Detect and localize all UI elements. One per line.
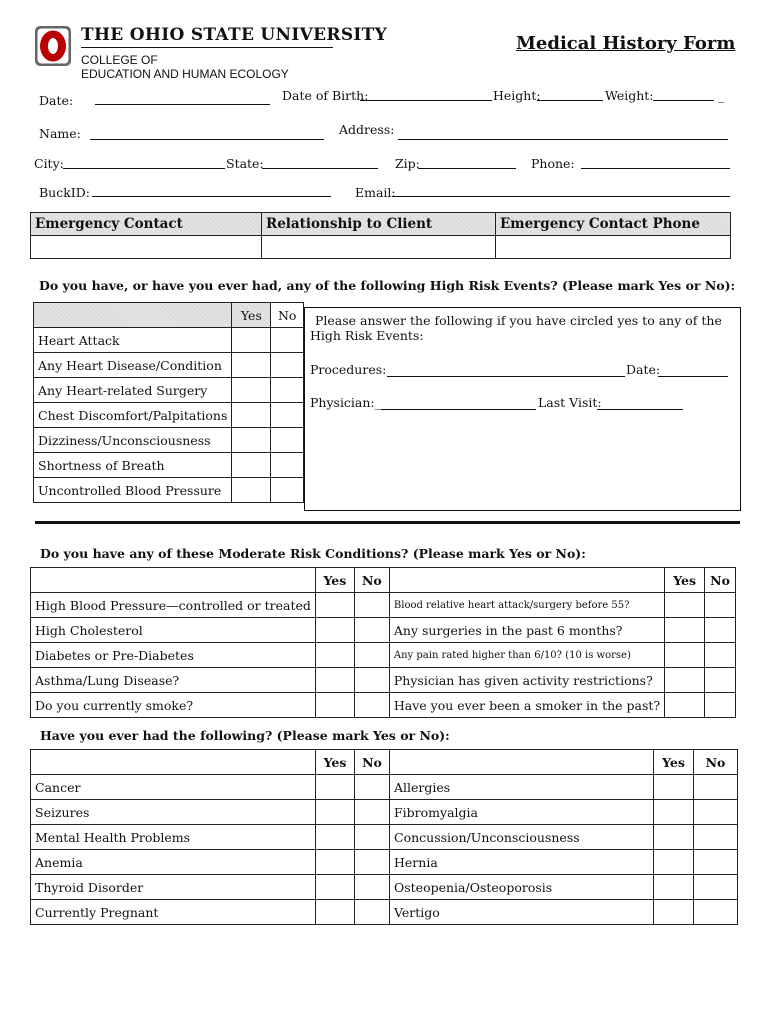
moderate-row — [31, 643, 736, 668]
high-risk-no-header: No — [271, 303, 304, 328]
no-checkbox[interactable] — [705, 643, 736, 668]
yes-checkbox[interactable] — [232, 428, 271, 453]
yes-checkbox[interactable] — [665, 643, 705, 668]
high-risk-item: Shortness of Breath — [34, 453, 232, 478]
yes-checkbox[interactable] — [232, 403, 271, 428]
yes-checkbox[interactable] — [654, 800, 694, 825]
relationship-header: Relationship to Client — [262, 213, 496, 236]
high-risk-item: Any Heart-related Surgery — [34, 378, 232, 403]
high-risk-row — [34, 378, 304, 403]
yes-checkbox[interactable] — [665, 668, 705, 693]
yes-checkbox[interactable] — [316, 900, 355, 925]
no-checkbox[interactable] — [355, 825, 390, 850]
no-checkbox[interactable] — [354, 643, 389, 668]
moderate-yes-header: Yes — [315, 568, 354, 593]
form-title: Medical History Form — [516, 33, 736, 54]
history-header-row — [31, 750, 738, 775]
yes-checkbox[interactable] — [232, 353, 271, 378]
history-item: Concussion/Unconsciousness — [390, 825, 654, 850]
no-checkbox[interactable] — [355, 875, 390, 900]
no-checkbox[interactable] — [271, 328, 304, 353]
history-row — [31, 900, 738, 925]
date-field[interactable] — [95, 104, 270, 105]
high-risk-item: Dizziness/Unconsciousness — [34, 428, 232, 453]
yes-checkbox[interactable] — [232, 478, 271, 503]
moderate-blank-header-right — [389, 568, 664, 593]
high-risk-question: Do you have, or have you ever had, any of the following High Risk Events? (Please mark Yes or No): — [39, 278, 736, 293]
history-row — [31, 825, 738, 850]
weight-label: Weight: — [605, 88, 654, 103]
history-no-header: No — [355, 750, 390, 775]
moderate-item: High Blood Pressure—controlled or treated — [31, 593, 316, 618]
address-label: Address: — [339, 122, 395, 137]
phone-label: Phone: — [531, 156, 575, 171]
moderate-item: Asthma/Lung Disease? — [31, 668, 316, 693]
no-checkbox[interactable] — [271, 453, 304, 478]
procedure-date-label: Date: — [626, 362, 661, 377]
buckid-field[interactable] — [92, 196, 331, 197]
moderate-row — [31, 593, 736, 618]
physician-label: Physician:_ — [310, 395, 381, 410]
history-row — [31, 800, 738, 825]
moderate-risk-question: Do you have any of these Moderate Risk Conditions? (Please mark Yes or No): — [40, 546, 586, 561]
moderate-header-row — [31, 568, 736, 593]
history-item: Mental Health Problems — [31, 825, 316, 850]
no-checkbox[interactable] — [705, 593, 736, 618]
high-risk-item: Chest Discomfort/Palpitations — [34, 403, 232, 428]
yes-checkbox[interactable] — [232, 453, 271, 478]
state-label: State: — [226, 156, 264, 171]
moderate-item: Any surgeries in the past 6 months? — [389, 618, 664, 643]
no-checkbox[interactable] — [694, 850, 738, 875]
no-checkbox[interactable] — [694, 800, 738, 825]
history-row — [31, 875, 738, 900]
no-checkbox[interactable] — [354, 593, 389, 618]
no-checkbox[interactable] — [271, 478, 304, 503]
email-field[interactable] — [392, 196, 730, 197]
history-blank-header — [31, 750, 316, 775]
moderate-row — [31, 668, 736, 693]
no-checkbox[interactable] — [694, 825, 738, 850]
high-risk-item: Heart Attack — [34, 328, 232, 353]
history-item: Vertigo — [390, 900, 654, 925]
relationship-input[interactable] — [262, 236, 496, 259]
history-no-header-right: No — [694, 750, 738, 775]
dob-field[interactable] — [360, 100, 492, 101]
yes-checkbox[interactable] — [315, 618, 354, 643]
osu-block-o-logo-icon — [35, 26, 71, 66]
emergency-input-row — [31, 236, 731, 259]
no-checkbox[interactable] — [705, 668, 736, 693]
followup-instruction-line-2: High Risk Events: — [310, 328, 424, 343]
history-question: Have you ever had the following? (Please mark Yes or No): — [40, 728, 450, 743]
history-item: Thyroid Disorder — [31, 875, 316, 900]
yes-checkbox[interactable] — [654, 775, 694, 800]
moderate-item: Physician has given activity restrictions? — [389, 668, 664, 693]
yes-checkbox[interactable] — [654, 825, 694, 850]
no-checkbox[interactable] — [355, 850, 390, 875]
history-yes-header: Yes — [316, 750, 355, 775]
followup-instruction-line-1: Please answer the following if you have circled yes to any of the — [315, 313, 722, 328]
no-checkbox[interactable] — [354, 668, 389, 693]
buckid-label: BuckID: — [39, 185, 90, 200]
history-row — [31, 850, 738, 875]
no-checkbox[interactable] — [694, 875, 738, 900]
last-visit-label: Last Visit: — [538, 395, 602, 410]
history-table — [30, 749, 738, 925]
moderate-no-header-right: No — [705, 568, 736, 593]
history-item: Cancer — [31, 775, 316, 800]
no-checkbox[interactable] — [694, 775, 738, 800]
emergency-header-row — [31, 213, 731, 236]
moderate-item: Any pain rated higher than 6/10? (10 is worse) — [389, 643, 664, 668]
moderate-row — [31, 693, 736, 718]
high-risk-row — [34, 478, 304, 503]
zip-label: Zip: — [395, 156, 420, 171]
procedure-date-field[interactable] — [658, 376, 728, 377]
procedures-field[interactable] — [387, 376, 625, 377]
history-blank-header-right — [390, 750, 654, 775]
yes-checkbox[interactable] — [316, 850, 355, 875]
header-rule — [81, 47, 333, 48]
yes-checkbox[interactable] — [665, 618, 705, 643]
yes-checkbox[interactable] — [315, 668, 354, 693]
date-label: Date: — [39, 93, 74, 108]
moderate-no-header: No — [354, 568, 389, 593]
college-line-1: COLLEGE OF — [81, 53, 158, 67]
no-checkbox[interactable] — [355, 800, 390, 825]
moderate-item: Do you currently smoke? — [31, 693, 316, 718]
yes-checkbox[interactable] — [654, 900, 694, 925]
no-checkbox[interactable] — [354, 693, 389, 718]
moderate-item: Diabetes or Pre-Diabetes — [31, 643, 316, 668]
no-checkbox[interactable] — [355, 900, 390, 925]
moderate-risk-table — [30, 567, 736, 718]
high-risk-row — [34, 428, 304, 453]
history-item: Currently Pregnant — [31, 900, 316, 925]
history-item: Osteopenia/Osteoporosis — [390, 875, 654, 900]
moderate-blank-header — [31, 568, 316, 593]
yes-checkbox[interactable] — [665, 593, 705, 618]
yes-checkbox[interactable] — [316, 875, 355, 900]
height-field[interactable] — [537, 100, 603, 101]
high-risk-row — [34, 353, 304, 378]
no-checkbox[interactable] — [705, 693, 736, 718]
high-risk-row — [34, 453, 304, 478]
history-row — [31, 775, 738, 800]
yes-checkbox[interactable] — [232, 378, 271, 403]
yes-checkbox[interactable] — [316, 825, 355, 850]
no-checkbox[interactable] — [355, 775, 390, 800]
name-field[interactable] — [90, 139, 324, 140]
state-field[interactable] — [262, 168, 378, 169]
email-label: Email: — [355, 185, 396, 200]
name-label: Name: — [39, 126, 81, 141]
emergency-contact-input[interactable] — [31, 236, 262, 259]
address-field[interactable] — [398, 139, 728, 140]
yes-checkbox[interactable] — [232, 328, 271, 353]
section-divider — [35, 521, 740, 524]
yes-checkbox[interactable] — [654, 875, 694, 900]
city-field[interactable] — [63, 168, 225, 169]
no-checkbox[interactable] — [354, 618, 389, 643]
last-visit-field[interactable] — [597, 409, 683, 410]
zip-field[interactable] — [418, 168, 516, 169]
high-risk-yes-header: Yes — [232, 303, 271, 328]
yes-checkbox[interactable] — [315, 693, 354, 718]
emergency-phone-input[interactable] — [496, 236, 731, 259]
height-label: Height: — [493, 88, 541, 103]
high-risk-header-row — [34, 303, 304, 328]
history-item: Fibromyalgia — [390, 800, 654, 825]
yes-checkbox[interactable] — [665, 693, 705, 718]
emergency-contact-header: Emergency Contact — [31, 213, 262, 236]
yes-checkbox[interactable] — [316, 775, 355, 800]
yes-checkbox[interactable] — [315, 593, 354, 618]
high-risk-row — [34, 328, 304, 353]
yes-checkbox[interactable] — [654, 850, 694, 875]
university-name: THE OHIO STATE UNIVERSITY — [81, 25, 388, 45]
high-risk-blank-header — [34, 303, 232, 328]
high-risk-item: Any Heart Disease/Condition — [34, 353, 232, 378]
high-risk-item: Uncontrolled Blood Pressure — [34, 478, 232, 503]
no-checkbox[interactable] — [705, 618, 736, 643]
no-checkbox[interactable] — [271, 403, 304, 428]
high-risk-row — [34, 403, 304, 428]
emergency-phone-header: Emergency Contact Phone — [496, 213, 731, 236]
moderate-item: High Cholesterol — [31, 618, 316, 643]
moderate-row — [31, 618, 736, 643]
yes-checkbox[interactable] — [315, 643, 354, 668]
moderate-yes-header-right: Yes — [665, 568, 705, 593]
history-yes-header-right: Yes — [654, 750, 694, 775]
city-label: City: — [34, 156, 64, 171]
college-name — [81, 53, 289, 81]
history-item: Allergies — [390, 775, 654, 800]
history-item: Hernia — [390, 850, 654, 875]
no-checkbox[interactable] — [271, 378, 304, 403]
procedures-label: Procedures: — [310, 362, 387, 377]
history-item: Anemia — [31, 850, 316, 875]
high-risk-table — [33, 302, 304, 503]
history-item: Seizures — [31, 800, 316, 825]
no-checkbox[interactable] — [271, 353, 304, 378]
physician-field[interactable] — [381, 409, 536, 410]
weight-tail: _ — [718, 88, 725, 103]
high-risk-followup-box — [304, 307, 741, 511]
college-line-2: EDUCATION AND HUMAN ECOLOGY — [81, 67, 289, 81]
yes-checkbox[interactable] — [316, 800, 355, 825]
emergency-contact-table — [30, 212, 731, 259]
no-checkbox[interactable] — [271, 428, 304, 453]
moderate-item: Blood relative heart attack/surgery before 55? — [389, 593, 664, 618]
phone-field[interactable] — [581, 168, 730, 169]
dob-label: Date of Birth: — [282, 88, 369, 103]
no-checkbox[interactable] — [694, 900, 738, 925]
weight-field[interactable] — [653, 100, 714, 101]
moderate-item: Have you ever been a smoker in the past? — [389, 693, 664, 718]
